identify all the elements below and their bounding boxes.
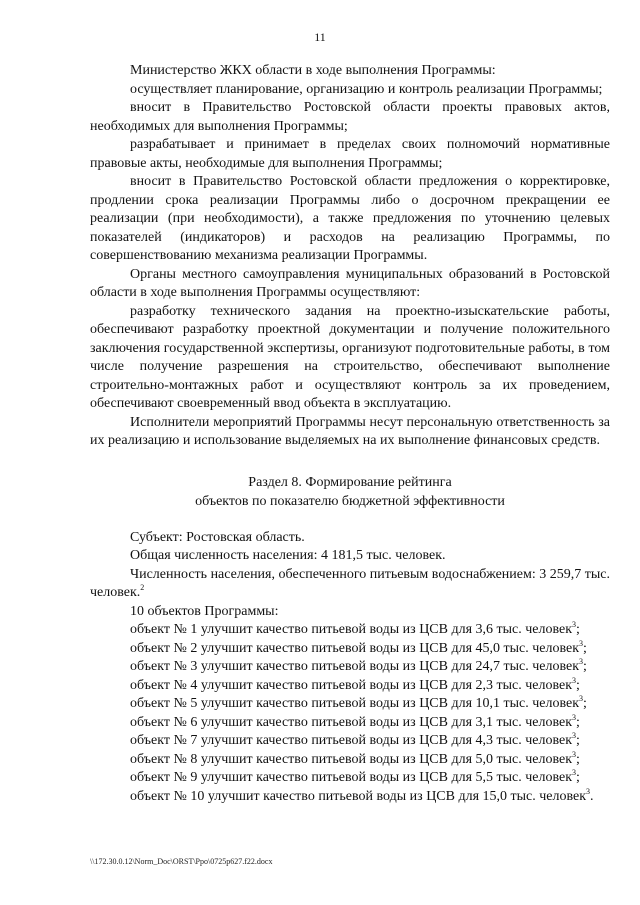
footnote-ref: 3 [572,675,577,685]
footnote-ref: 3 [572,768,577,777]
subject-line: Субъект: Ростовская область. [130,529,305,545]
object-end-punct: ; [583,659,587,674]
object-item [90,621,610,640]
footnote-ref: 3 [579,638,584,648]
served-text: Численность населения, обеспеченного питьевым водоснабжением: 3 259,7 тыс. человек. [90,566,610,600]
object-end-punct: . [590,788,594,804]
object-item [90,732,610,751]
footer-file-path: \\172.30.0.12\Norm_Doc\ORST\Ppo\0725p627.f22.docx [90,857,273,866]
object-end-punct: ; [576,677,580,693]
object-end-punct: ; [576,622,580,637]
object-end-punct: ; [576,770,580,785]
paragraph: Органы местного самоуправления муниципальных образований в Ростовской области в ходе выполнения Программы осуществляют: [90,266,610,300]
object-item [90,788,610,807]
paragraph: разработку технического задания на проектно-изыскательские работы, обеспечивают разработку проектной документации и получение положительного заключения государственной экспертизы, организуют подготовительные работы, в том числе получение разрешения на строительство, обеспечивают выполнение строительно-монтажных работ и осуществляют контроль за их проведением, обеспечивают своевременный ввод объекта в эксплуатацию. [90,303,610,411]
section-title-line2: объектов по показателю бюджетной эффективности [195,493,505,509]
object-item [90,695,610,714]
objects-list [90,621,610,806]
object-end-punct: ; [576,751,580,767]
object-text: объект № 1 улучшит качество питьевой воды из ЦСВ для 3,6 тыс. человек [130,622,573,637]
object-text: объект № 3 улучшит качество питьевой воды из ЦСВ для 24,7 тыс. человек [130,659,580,674]
object-item [90,658,610,677]
object-text: объект № 8 улучшит качество питьевой воды из ЦСВ для 5,0 тыс. человек [130,751,573,767]
object-item [90,640,610,659]
footnote-ref: 3 [572,620,577,629]
paragraph: вносит в Правительство Ростовской области предложения о корректировке, продлении срока реализации Программы либо о досрочном прекращении ее реализации (при необходимости), а также предложения по уточнению целевых показателей (индикаторов) и расходов на реализацию Программы, по совершенствованию механизма реализации Программы. [90,174,610,263]
object-text: объект № 6 улучшит качество питьевой воды из ЦСВ для 3,1 тыс. человек [130,714,573,730]
footnote-ref: 3 [579,657,584,666]
object-text: объект № 7 улучшит качество питьевой воды из ЦСВ для 4,3 тыс. человек [130,733,573,748]
footnote-ref: 3 [586,786,591,796]
paragraph: разрабатывает и принимает в пределах своих полномочий нормативные правовые акты, необходимые для выполнения Программы; [90,137,610,171]
object-item [90,714,610,733]
document-body [90,62,610,806]
section-title-line1: Раздел 8. Формирование рейтинга [248,474,452,490]
paragraph: вносит в Правительство Ростовской области проекты правовых актов, необходимых для выполнения Программы; [90,100,610,134]
footnote-ref: 3 [579,694,584,703]
object-end-punct: ; [583,640,587,656]
object-text: объект № 9 улучшит качество питьевой воды из ЦСВ для 5,5 тыс. человек [130,770,573,785]
object-text: объект № 2 улучшит качество питьевой воды из ЦСВ для 45,0 тыс. человек [130,640,580,656]
object-item [90,769,610,788]
section-heading [90,473,610,511]
object-text: объект № 10 улучшит качество питьевой воды из ЦСВ для 15,0 тыс. человек [130,788,587,804]
footnote-ref: 3 [572,749,577,759]
object-end-punct: ; [583,696,587,711]
object-text: объект № 5 улучшит качество питьевой воды из ЦСВ для 10,1 тыс. человек [130,696,580,711]
object-text: объект № 4 улучшит качество питьевой воды из ЦСВ для 2,3 тыс. человек [130,677,573,693]
paragraph: Исполнители мероприятий Программы несут персональную ответственность за их реализацию и использование выделяемых на их выполнение финансовых средств. [90,414,610,448]
paragraph: осуществляет планирование, организацию и контроль реализации Программы; [130,81,603,97]
served-population-line [90,566,610,603]
footnote-ref: 3 [572,712,577,722]
object-item [90,751,610,770]
objects-count-line: 10 объектов Программы: [130,603,279,619]
footnote-ref: 2 [140,583,145,592]
object-item [90,677,610,696]
population-line: Общая численность населения: 4 181,5 тыс. человек. [130,548,446,563]
object-end-punct: ; [576,733,580,748]
paragraph: Министерство ЖКХ области в ходе выполнения Программы: [130,63,496,78]
page-number: 11 [314,30,326,44]
object-end-punct: ; [576,714,580,730]
footnote-ref: 3 [572,731,577,740]
